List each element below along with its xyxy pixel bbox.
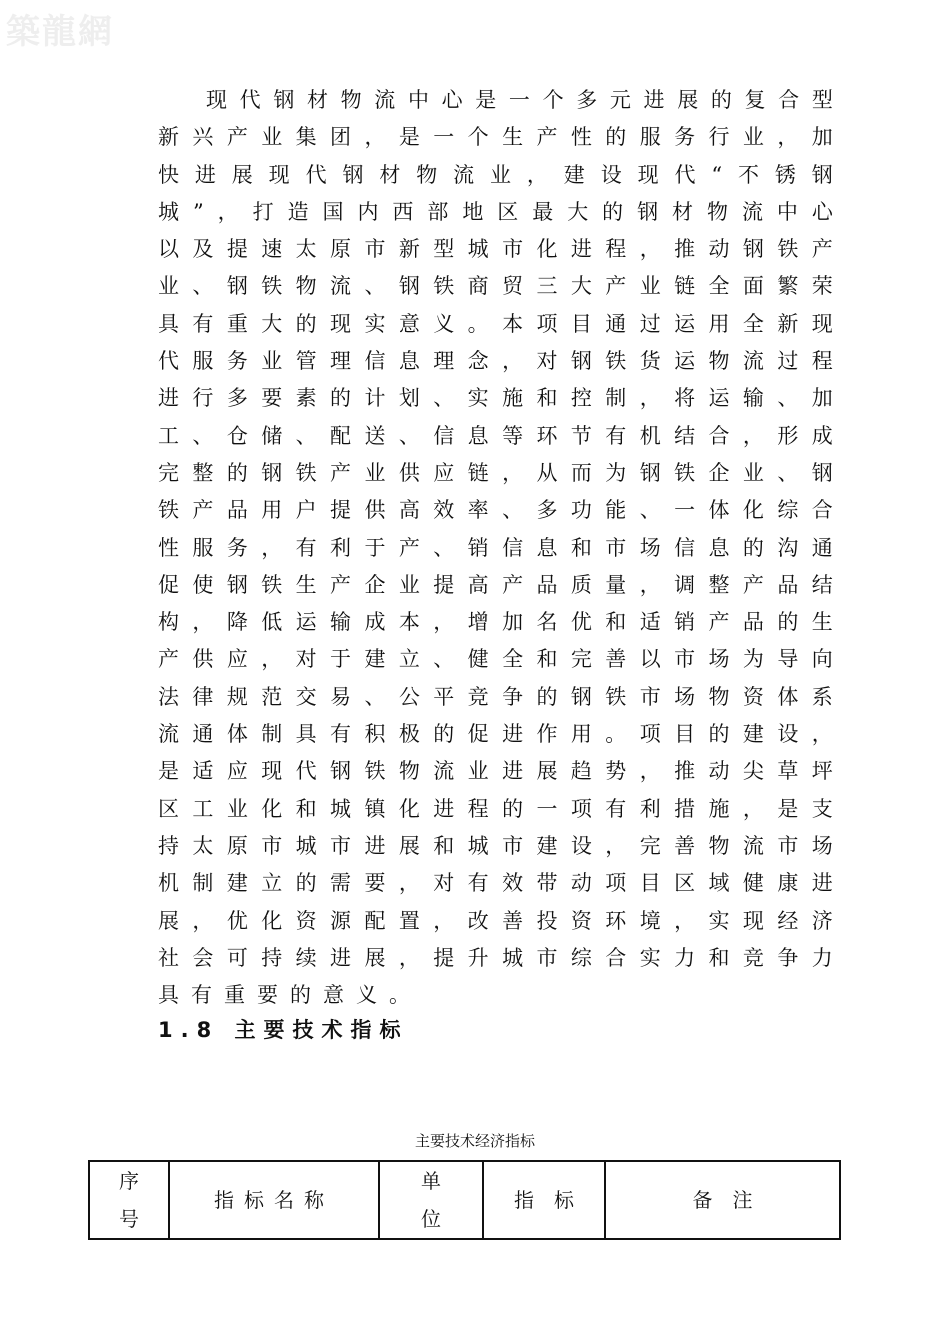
paragraph (158, 82, 833, 1014)
paragraph-line: 是 适 应 现 代 钢 铁 物 流 业 进 展 趋 势 ， 推 动 尖 草 坪 (158, 759, 833, 784)
paragraph-line: 区 工 业 化 和 城 镇 化 进 程 的 一 项 有 利 措 施 ， 是 支 (158, 796, 833, 821)
section-heading: 1.8 主要技术指标 (158, 1018, 409, 1042)
paragraph-line: 代 服 务 业 管 理 信 息 理 念 ， 对 钢 铁 货 运 物 流 过 程 (158, 349, 833, 374)
paragraph-line: 流 通 体 制 具 有 积 极 的 促 进 作 用 。 项 目 的 建 设 ， (158, 722, 833, 747)
header-seq-line1: 序 (119, 1169, 139, 1193)
header-seq (89, 1161, 169, 1239)
paragraph-line: 社 会 可 持 续 进 展 ， 提 升 城 市 综 合 实 力 和 竞 争 力 (158, 945, 833, 970)
table-caption: 主要技术经济指标 (414, 1132, 535, 1150)
paragraph-line: 完 整 的 钢 铁 产 业 供 应 链 ， 从 而 为 钢 铁 企 业 、 钢 (158, 460, 833, 485)
paragraph-line: 性 服 务 ， 有 利 于 产 、 销 信 息 和 市 场 信 息 的 沟 通 (158, 535, 833, 560)
paragraph-line: 产 供 应 ， 对 于 建 立 、 健 全 和 完 善 以 市 场 为 导 向 (158, 647, 833, 672)
paragraph-line: 城 ” ， 打 造 国 内 西 部 地 区 最 大 的 钢 材 物 流 中 心 (158, 199, 833, 224)
paragraph-line: 具 有 重 要 的 意 义 。 (158, 983, 422, 1008)
indicator-table (88, 1160, 841, 1240)
paragraph-line: 具 有 重 大 的 现 实 意 义 。 本 项 目 通 过 运 用 全 新 现 (158, 311, 833, 336)
paragraph-line: 促 使 钢 铁 生 产 企 业 提 高 产 品 质 量 ， 调 整 产 品 结 (158, 572, 833, 597)
header-unit-line1: 单 (421, 1169, 441, 1193)
header-indicator: 指 标 (483, 1161, 605, 1239)
watermark-logo: 築龍網 (6, 12, 114, 52)
paragraph-line: 铁 产 品 用 户 提 供 高 效 率 、 多 功 能 、 一 体 化 综 合 (158, 498, 833, 523)
header-unit (379, 1161, 483, 1239)
header-name: 指标名称 (169, 1161, 379, 1239)
paragraph-line: 现 代 钢 材 物 流 中 心 是 一 个 多 元 进 展 的 复 合 型 (206, 88, 833, 112)
paragraph-line: 工 、 仓 储 、 配 送 、 信 息 等 环 节 有 机 结 合 ， 形 成 (158, 423, 833, 448)
paragraph-line: 构 ， 降 低 运 输 成 本 ， 增 加 名 优 和 适 销 产 品 的 生 (158, 610, 833, 635)
paragraph-line: 持 太 原 市 城 市 进 展 和 城 市 建 设 ， 完 善 物 流 市 场 (158, 833, 833, 858)
paragraph-line: 新 兴 产 业 集 团 ， 是 一 个 生 产 性 的 服 务 行 业 ， 加 (158, 125, 833, 150)
header-remark: 备 注 (605, 1161, 840, 1239)
paragraph-line: 快 进 展 现 代 钢 材 物 流 业 ， 建 设 现 代 “ 不 锈 钢 (158, 162, 833, 187)
paragraph-line: 业 、 钢 铁 物 流 、 钢 铁 商 贸 三 大 产 业 链 全 面 繁 荣 (158, 274, 833, 299)
header-unit-line2: 位 (421, 1207, 441, 1231)
paragraph-line: 法 律 规 范 交 易 、 公 平 竞 争 的 钢 铁 市 场 物 资 体 系 (158, 684, 833, 709)
paragraph-line: 机 制 建 立 的 需 要 ， 对 有 效 带 动 项 目 区 域 健 康 进 (158, 871, 833, 896)
header-seq-line2: 号 (119, 1207, 139, 1231)
table-header-row (89, 1161, 840, 1239)
paragraph-line: 展 ， 优 化 资 源 配 置 ， 改 善 投 资 环 境 ， 实 现 经 济 (158, 908, 833, 933)
paragraph-line: 进 行 多 要 素 的 计 划 、 实 施 和 控 制 ， 将 运 输 、 加 (158, 386, 833, 411)
paragraph-line: 以 及 提 速 太 原 市 新 型 城 市 化 进 程 ， 推 动 钢 铁 产 (158, 237, 833, 262)
